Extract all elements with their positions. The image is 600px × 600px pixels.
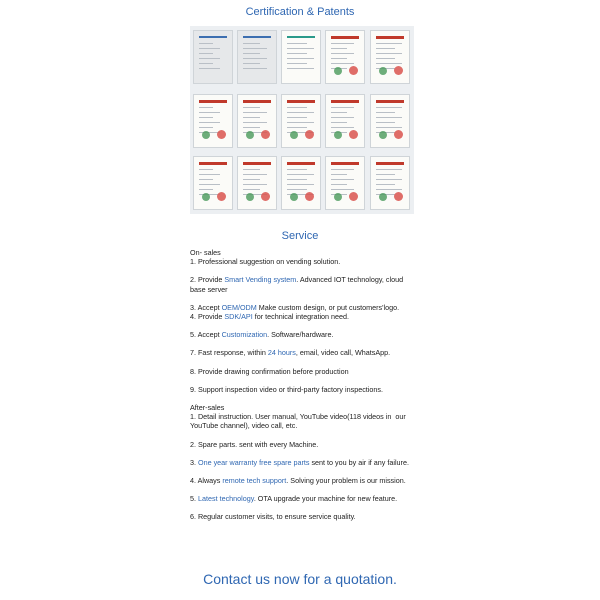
on-sales-item: 9. Support inspection video or third-party factory inspections. (190, 384, 383, 394)
highlight-text: Smart Vending system (224, 275, 297, 285)
certificate-image[interactable] (281, 94, 321, 148)
service-title: Service (281, 230, 319, 242)
highlight-text: Latest technology (198, 494, 254, 504)
highlight-text: SDK/API (224, 312, 253, 322)
certificate-image[interactable] (237, 30, 277, 84)
after-sales-item: 1. Detail instruction. User manual, YouTube video(118 videos in our YouTube channel), video call, etc. (190, 412, 408, 431)
on-sales-heading: On- sales (190, 248, 221, 257)
service-section (190, 248, 420, 522)
after-sales-item: 4. Always remote tech support. Solving your problem is our mission. (190, 476, 406, 486)
after-sales-item: 2. Spare parts. sent with every Machine. (190, 439, 319, 449)
certificate-image[interactable] (237, 94, 277, 148)
highlight-text: remote tech support (222, 476, 287, 486)
certificate-image[interactable] (193, 94, 233, 148)
certificate-image[interactable] (237, 156, 277, 210)
certificates-gallery (190, 26, 414, 214)
on-sales-item: 4. Provide SDK/API for technical integration need. (190, 312, 350, 322)
on-sales-item: 8. Provide drawing confirmation before production (190, 366, 349, 376)
after-sales-item: 3. One year warranty free spare parts sent to you by air if any failure. (190, 457, 409, 467)
highlight-text: OEM/ODM (221, 302, 257, 312)
certification-title: Certification & Patents (245, 6, 355, 18)
on-sales-item: 5. Accept Customization. Software/hardware. (190, 330, 334, 340)
highlight-text: Customization (221, 330, 268, 340)
after-sales-list (190, 412, 420, 521)
on-sales-item: 7. Fast response, within 24 hours, email, video call, WhatsApp. (190, 348, 391, 358)
highlight-text: 24 hours (267, 348, 296, 358)
certificate-image[interactable] (325, 94, 365, 148)
certificate-image[interactable] (325, 30, 365, 84)
after-sales-heading: After-sales (190, 403, 225, 413)
contact-cta[interactable]: Contact us now for a quotation. (203, 571, 397, 587)
certificate-image[interactable] (281, 156, 321, 210)
certificate-image[interactable] (370, 156, 410, 210)
on-sales-item: 2. Provide Smart Vending system. Advanced IOT technology, cloud base server (190, 275, 406, 294)
on-sales-list (190, 257, 420, 394)
certificate-image[interactable] (281, 30, 321, 84)
after-sales-item: 6. Regular customer visits, to ensure service quality. (190, 512, 356, 522)
certificate-image[interactable] (325, 156, 365, 210)
on-sales-item: 3. Accept OEM/ODM Make custom design, or put customers'logo. (190, 302, 400, 312)
certificate-image[interactable] (370, 30, 410, 84)
after-sales-item: 5. Latest technology. OTA upgrade your machine for new feature. (190, 494, 398, 504)
on-sales-item: 1. Professional suggestion on vending solution. (190, 257, 341, 267)
highlight-text: One year warranty free spare parts (198, 457, 310, 467)
certificate-image[interactable] (193, 156, 233, 210)
certificate-image[interactable] (370, 94, 410, 148)
certificate-image[interactable] (193, 30, 233, 84)
